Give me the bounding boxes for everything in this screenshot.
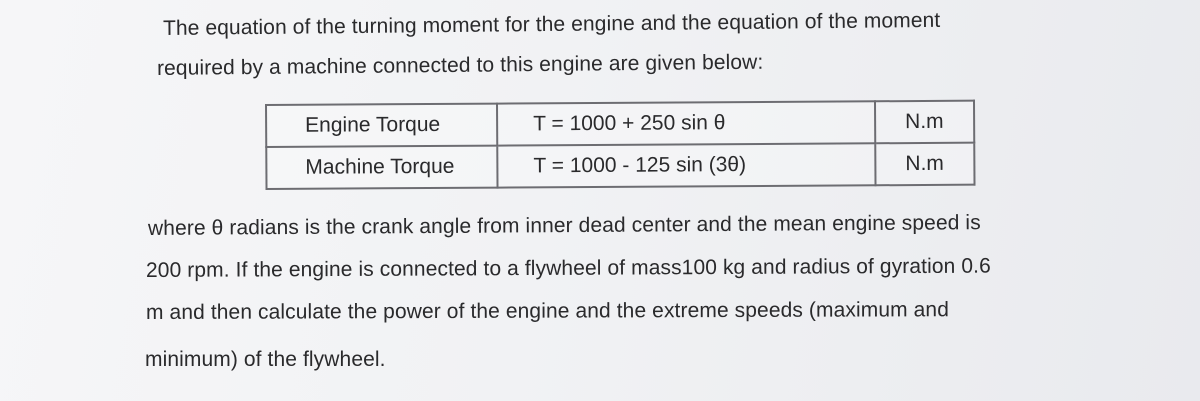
row-unit: N.m (874, 101, 974, 144)
table-row-machine-torque (266, 143, 974, 189)
body-text-line: where θ radians is the crank angle from inner dead center and the mean engine speed is (147, 211, 981, 240)
row-label: Engine Torque (266, 104, 497, 147)
table-row-engine-torque (266, 101, 974, 147)
row-equation: T = 1000 + 250 sin θ (497, 101, 875, 145)
row-label: Machine Torque (266, 146, 497, 189)
body-text-line: m and then calculate the power of the engine and the extreme speeds (maximum and (145, 298, 950, 324)
body-text-line: minimum) of the flywheel. (145, 348, 386, 371)
intro-text-line: required by a machine connected to this engine are given below: (156, 50, 764, 80)
body-text-line: 200 rpm. If the engine is connected to a flywheel of mass100 kg and radius of gyration 0.6 (145, 254, 991, 282)
torque-equation-table (265, 100, 976, 190)
row-unit: N.m (875, 143, 975, 186)
row-equation: T = 1000 - 125 sin (3θ) (497, 143, 875, 187)
intro-text-line: The equation of the turning moment for the engine and the equation of the moment (162, 8, 941, 40)
